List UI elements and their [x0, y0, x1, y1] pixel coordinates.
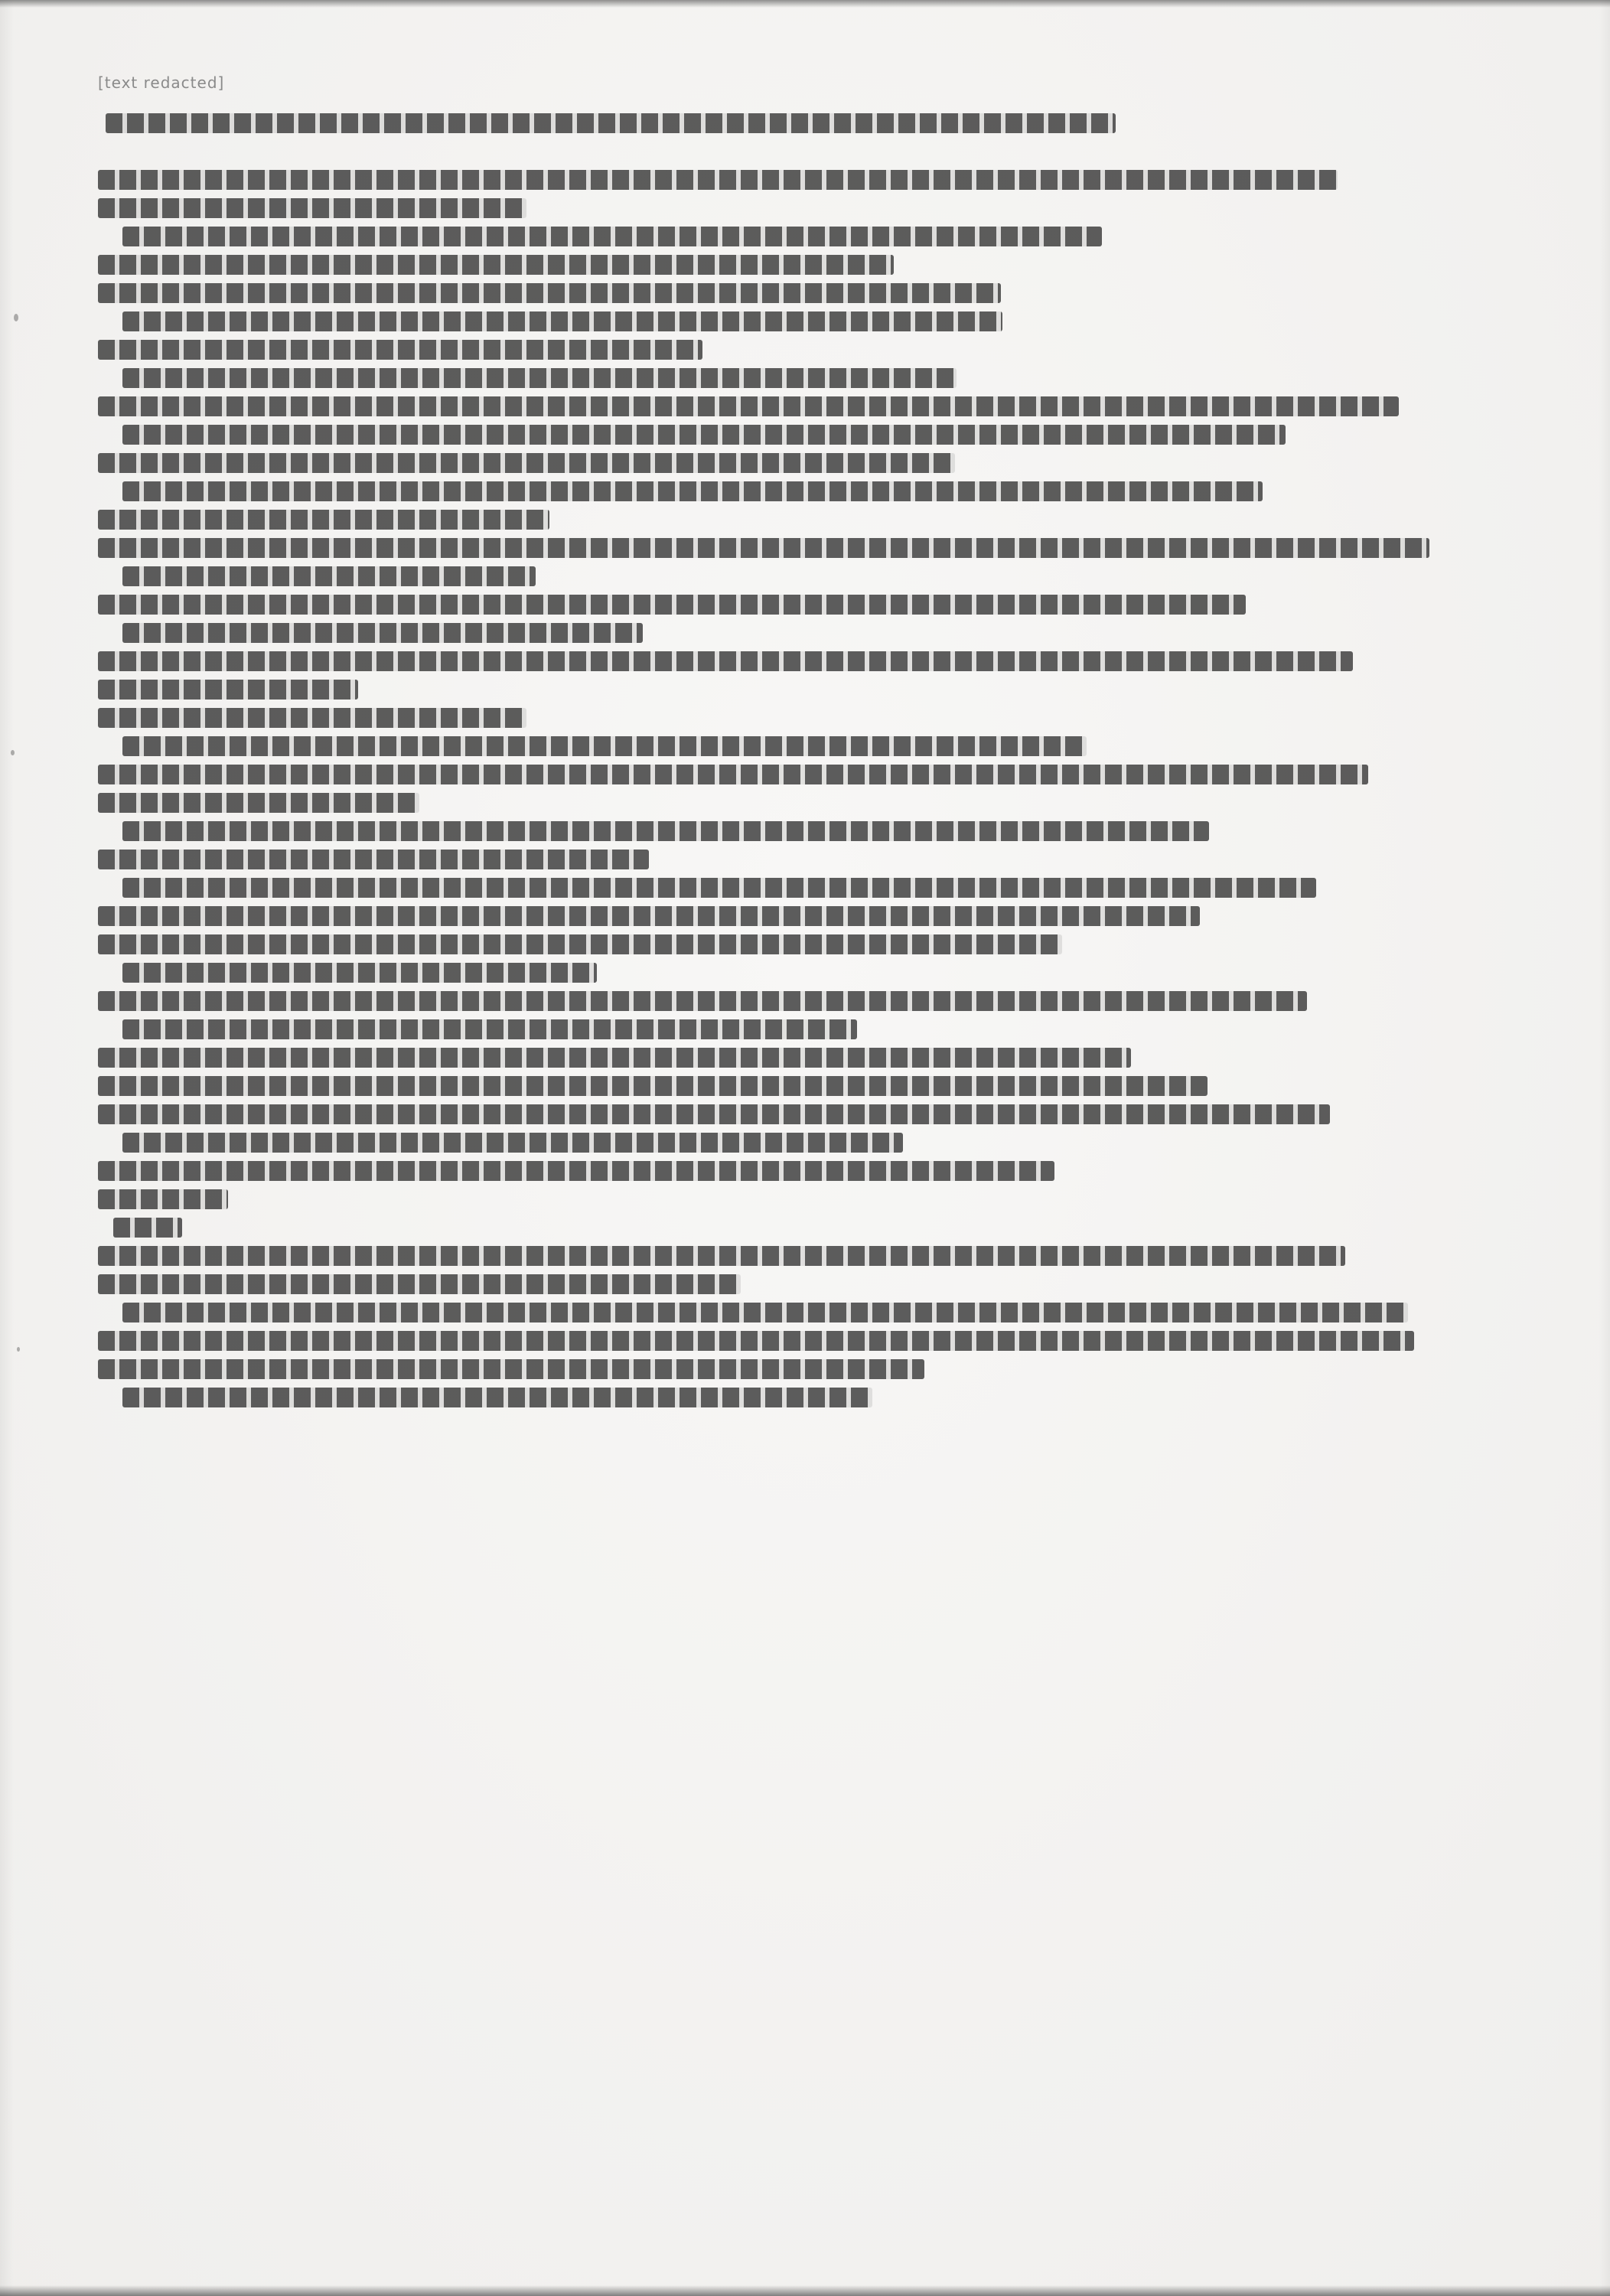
text-line	[98, 765, 1537, 784]
redacted-text-bar	[122, 1133, 903, 1153]
redacted-text-bar	[122, 736, 1087, 756]
text-line	[98, 1189, 1537, 1209]
redacted-text-bar	[98, 708, 526, 728]
redacted-text-bar	[98, 934, 1062, 954]
text-line	[98, 651, 1537, 671]
redacted-text-bar	[98, 283, 1001, 303]
redacted-text-bar	[122, 963, 597, 983]
text-line	[98, 1076, 1537, 1096]
text-line	[98, 1303, 1537, 1322]
redacted-text-bar	[122, 878, 1316, 898]
redacted-text-bar	[122, 821, 1209, 841]
text-line	[98, 1218, 1537, 1238]
text-line	[98, 963, 1537, 983]
text-line	[98, 906, 1537, 926]
text-line	[98, 850, 1537, 869]
redacted-text-bar	[98, 595, 1246, 615]
text-block	[98, 113, 1537, 1416]
redacted-text-bar	[98, 850, 649, 869]
redacted-text-bar	[122, 227, 1102, 246]
text-line	[98, 1161, 1537, 1181]
text-line	[98, 1274, 1537, 1294]
text-line	[98, 142, 1537, 161]
redacted-text-bar	[98, 453, 955, 473]
redacted-text-bar	[98, 340, 702, 360]
text-line	[98, 311, 1537, 331]
redacted-text-bar	[98, 1274, 741, 1294]
redacted-text-bar	[122, 481, 1263, 501]
redacted-text-bar	[98, 198, 526, 218]
text-line	[98, 821, 1537, 841]
redacted-text-bar	[98, 1246, 1345, 1266]
text-line	[98, 1048, 1537, 1068]
redacted-text-bar	[98, 680, 358, 700]
redacted-text-bar	[98, 510, 549, 530]
redacted-text-bar	[122, 1303, 1408, 1322]
redacted-text-bar	[98, 255, 894, 275]
text-line	[98, 1104, 1537, 1124]
redacted-text-bar	[122, 1388, 872, 1407]
redacted-text-bar	[98, 1161, 1054, 1181]
text-line	[98, 425, 1537, 445]
redacted-text-bar	[98, 1076, 1208, 1096]
redacted-text-bar	[113, 1218, 182, 1238]
redacted-text-bar	[122, 311, 1002, 331]
text-line	[98, 1019, 1537, 1039]
redacted-text-bar	[98, 793, 419, 813]
redacted-text-bar	[98, 1104, 1330, 1124]
text-line	[98, 510, 1537, 530]
text-line	[98, 198, 1537, 218]
text-line	[98, 1133, 1537, 1153]
text-line	[98, 227, 1537, 246]
text-line	[98, 340, 1537, 360]
text-line	[98, 566, 1537, 586]
redacted-text-bar	[98, 765, 1368, 784]
text-line	[98, 113, 1537, 133]
text-line	[98, 368, 1537, 388]
text-line	[98, 1359, 1537, 1379]
text-line	[98, 708, 1537, 728]
text-line	[98, 283, 1537, 303]
text-line	[98, 736, 1537, 756]
redacted-text-bar	[98, 906, 1200, 926]
text-line	[98, 793, 1537, 813]
redacted-text-bar	[98, 1048, 1131, 1068]
redacted-text-bar	[98, 1359, 924, 1379]
text-line	[98, 396, 1537, 416]
redacted-text-bar	[98, 1331, 1414, 1351]
text-line	[98, 623, 1537, 643]
text-line	[98, 538, 1537, 558]
text-line	[98, 481, 1537, 501]
scan-speck	[11, 750, 15, 755]
redacted-text-bar	[122, 368, 957, 388]
scan-speck	[17, 1347, 20, 1352]
text-line	[98, 878, 1537, 898]
text-line	[98, 255, 1537, 275]
text-line	[98, 991, 1537, 1011]
redacted-text-bar	[106, 113, 1116, 133]
redacted-text-bar	[122, 566, 536, 586]
scan-artifact-top-edge	[0, 0, 1610, 8]
redacted-text-bar	[98, 991, 1307, 1011]
redacted-text-bar	[98, 396, 1399, 416]
text-line	[98, 1331, 1537, 1351]
redacted-text-bar	[98, 538, 1429, 558]
text-line	[98, 1246, 1537, 1266]
scan-speck	[14, 314, 18, 321]
redaction-note: [text redacted]	[98, 73, 225, 92]
text-line	[98, 595, 1537, 615]
redacted-text-bar	[98, 1189, 228, 1209]
redacted-text-bar	[98, 651, 1353, 671]
redacted-text-bar	[122, 425, 1286, 445]
text-line	[98, 934, 1537, 954]
text-line	[98, 1388, 1537, 1407]
redacted-text-bar	[122, 1019, 857, 1039]
text-line	[98, 453, 1537, 473]
redacted-text-bar	[122, 623, 643, 643]
text-line	[98, 680, 1537, 700]
text-line	[98, 170, 1537, 190]
scan-artifact-bottom-edge	[0, 2285, 1610, 2296]
redacted-text-bar	[98, 170, 1338, 190]
